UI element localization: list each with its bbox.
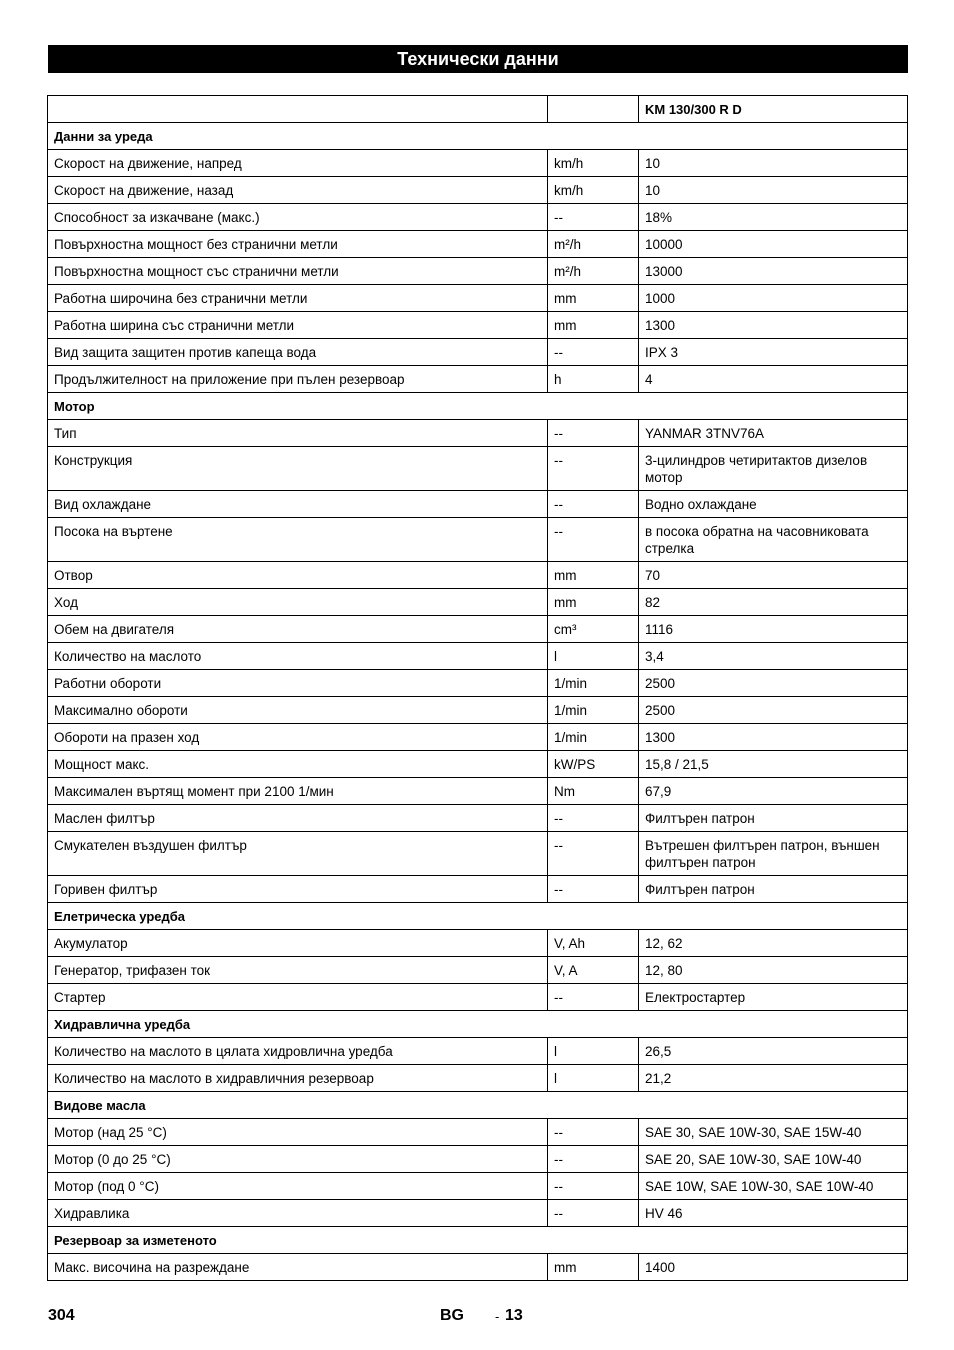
section-heading: Резервоар за изметеното [48,1227,908,1254]
unit-cell: m²/h [548,258,639,285]
param-name-cell: Посока на въртене [48,518,548,562]
value-cell: 4 [639,366,908,393]
unit-cell: -- [548,1173,639,1200]
param-name-cell: Количество на маслото в цялата хидровлична уредба [48,1038,548,1065]
table-row [48,204,908,231]
spec-table [47,95,908,1281]
value-cell: SAE 10W, SAE 10W-30, SAE 10W-40 [639,1173,908,1200]
value-cell: 3-цилиндров четиритактов дизелов мотор [639,447,908,491]
value-cell: 10 [639,177,908,204]
section-heading: Елетрическа уредба [48,903,908,930]
param-name-cell: Стартер [48,984,548,1011]
value-cell: 13000 [639,258,908,285]
value-cell: IPX 3 [639,339,908,366]
section-row [48,1011,908,1038]
table-row [48,1038,908,1065]
section-heading: Видове масла [48,1092,908,1119]
unit-cell: -- [548,339,639,366]
value-cell: 3,4 [639,643,908,670]
section-heading: Данни за уреда [48,123,908,150]
unit-cell: -- [548,518,639,562]
table-row [48,984,908,1011]
value-cell: 21,2 [639,1065,908,1092]
table-row [48,1146,908,1173]
header-model-cell: KM 130/300 R D [639,96,908,123]
unit-cell: l [548,1038,639,1065]
table-row [48,177,908,204]
param-name-cell: Повърхностна мощност със странични метли [48,258,548,285]
table-row [48,258,908,285]
value-cell: 1400 [639,1254,908,1281]
section-row [48,1227,908,1254]
param-name-cell: Скорост на движение, назад [48,177,548,204]
header-unit-cell [548,96,639,123]
table-row [48,957,908,984]
unit-cell: kW/PS [548,751,639,778]
value-cell: Вътрешен филтърен патрон, външен филтърен патрон [639,832,908,876]
section-row [48,123,908,150]
value-cell: 1116 [639,616,908,643]
table-row [48,1200,908,1227]
param-name-cell: Обороти на празен ход [48,724,548,751]
page-title: Технически данни [48,45,908,73]
param-name-cell: Максимално обороти [48,697,548,724]
table-row [48,339,908,366]
footer-page-number: 304 [48,1307,75,1324]
table-row [48,832,908,876]
table-row [48,1065,908,1092]
unit-cell: l [548,1065,639,1092]
param-name-cell: Горивен филтър [48,876,548,903]
unit-cell: V, Ah [548,930,639,957]
value-cell: 1300 [639,312,908,339]
param-name-cell: Способност за изкачване (макс.) [48,204,548,231]
table-row [48,420,908,447]
param-name-cell: Смукателен въздушен филтър [48,832,548,876]
table-row [48,616,908,643]
table-row [48,1119,908,1146]
param-name-cell: Конструкция [48,447,548,491]
param-name-cell: Хидравлика [48,1200,548,1227]
param-name-cell: Количество на маслото [48,643,548,670]
unit-cell: m²/h [548,231,639,258]
unit-cell: l [548,643,639,670]
param-name-cell: Вид охлаждане [48,491,548,518]
unit-cell: mm [548,312,639,339]
section-row [48,393,908,420]
value-cell: SAE 30, SAE 10W-30, SAE 15W-40 [639,1119,908,1146]
table-row [48,312,908,339]
value-cell: 70 [639,562,908,589]
param-name-cell: Вид защита защитен против капеща вода [48,339,548,366]
value-cell: в посока обратна на часовниковата стрелка [639,518,908,562]
value-cell: Електростартер [639,984,908,1011]
value-cell: YANMAR 3TNV76A [639,420,908,447]
unit-cell: -- [548,876,639,903]
unit-cell: mm [548,562,639,589]
value-cell: 12, 80 [639,957,908,984]
value-cell: 67,9 [639,778,908,805]
unit-cell: -- [548,447,639,491]
param-name-cell: Обем на двигателя [48,616,548,643]
unit-cell: -- [548,805,639,832]
table-row [48,447,908,491]
table-row [48,1254,908,1281]
unit-cell: mm [548,285,639,312]
table-row [48,589,908,616]
table-row [48,670,908,697]
table-row [48,697,908,724]
section-row [48,1092,908,1119]
value-cell: 1300 [639,724,908,751]
param-name-cell: Макс. височина на разреждане [48,1254,548,1281]
param-name-cell: Работна ширина със странични метли [48,312,548,339]
unit-cell: -- [548,491,639,518]
table-row [48,724,908,751]
unit-cell: -- [548,1146,639,1173]
value-cell: 10000 [639,231,908,258]
value-cell: Филтърен патрон [639,876,908,903]
value-cell: 2500 [639,670,908,697]
table-row [48,876,908,903]
value-cell: HV 46 [639,1200,908,1227]
param-name-cell: Тип [48,420,548,447]
unit-cell: h [548,366,639,393]
table-row [48,562,908,589]
param-name-cell: Маслен филтър [48,805,548,832]
param-name-cell: Отвор [48,562,548,589]
unit-cell: mm [548,589,639,616]
unit-cell: -- [548,984,639,1011]
value-cell: 12, 62 [639,930,908,957]
table-row [48,643,908,670]
unit-cell: 1/min [548,670,639,697]
section-heading: Хидравлична уредба [48,1011,908,1038]
param-name-cell: Мотор (0 до 25 °C) [48,1146,548,1173]
table-row [48,930,908,957]
table-row [48,1173,908,1200]
table-row [48,150,908,177]
unit-cell: -- [548,204,639,231]
value-cell: 26,5 [639,1038,908,1065]
table-row [48,491,908,518]
value-cell: 18% [639,204,908,231]
spec-table-body [48,96,908,1281]
value-cell: 15,8 / 21,5 [639,751,908,778]
table-row [48,751,908,778]
table-row [48,285,908,312]
param-name-cell: Скорост на движение, напред [48,150,548,177]
unit-cell: km/h [548,150,639,177]
value-cell: 82 [639,589,908,616]
param-name-cell: Количество на маслото в хидравличния резервоар [48,1065,548,1092]
footer-section-page: 13 [505,1307,523,1324]
unit-cell: V, A [548,957,639,984]
unit-cell: cm³ [548,616,639,643]
unit-cell: -- [548,420,639,447]
table-row [48,231,908,258]
value-cell: SAE 20, SAE 10W-30, SAE 10W-40 [639,1146,908,1173]
value-cell: 2500 [639,697,908,724]
footer-language: BG [440,1307,464,1324]
table-header-row [48,96,908,123]
param-name-cell: Работни обороти [48,670,548,697]
param-name-cell: Акумулатор [48,930,548,957]
value-cell: Филтърен патрон [639,805,908,832]
param-name-cell: Работна широчина без странични метли [48,285,548,312]
unit-cell: 1/min [548,724,639,751]
param-name-cell: Максимален въртящ момент при 2100 1/мин [48,778,548,805]
unit-cell: mm [548,1254,639,1281]
param-name-cell: Повърхностна мощност без странични метли [48,231,548,258]
unit-cell: Nm [548,778,639,805]
param-name-cell: Мотор (над 25 °C) [48,1119,548,1146]
param-name-cell: Продължителност на приложение при пълен резервоар [48,366,548,393]
param-name-cell: Генератор, трифазен ток [48,957,548,984]
unit-cell: 1/min [548,697,639,724]
table-row [48,805,908,832]
unit-cell: km/h [548,177,639,204]
value-cell: 10 [639,150,908,177]
param-name-cell: Мощност макс. [48,751,548,778]
unit-cell: -- [548,832,639,876]
footer-separator: - [495,1309,500,1324]
section-row [48,903,908,930]
table-row [48,518,908,562]
section-heading: Мотор [48,393,908,420]
table-row [48,366,908,393]
unit-cell: -- [548,1200,639,1227]
param-name-cell: Ход [48,589,548,616]
param-name-cell: Мотор (под 0 °C) [48,1173,548,1200]
value-cell: Водно охлаждане [639,491,908,518]
value-cell: 1000 [639,285,908,312]
unit-cell: -- [548,1119,639,1146]
header-name-cell [48,96,548,123]
table-row [48,778,908,805]
